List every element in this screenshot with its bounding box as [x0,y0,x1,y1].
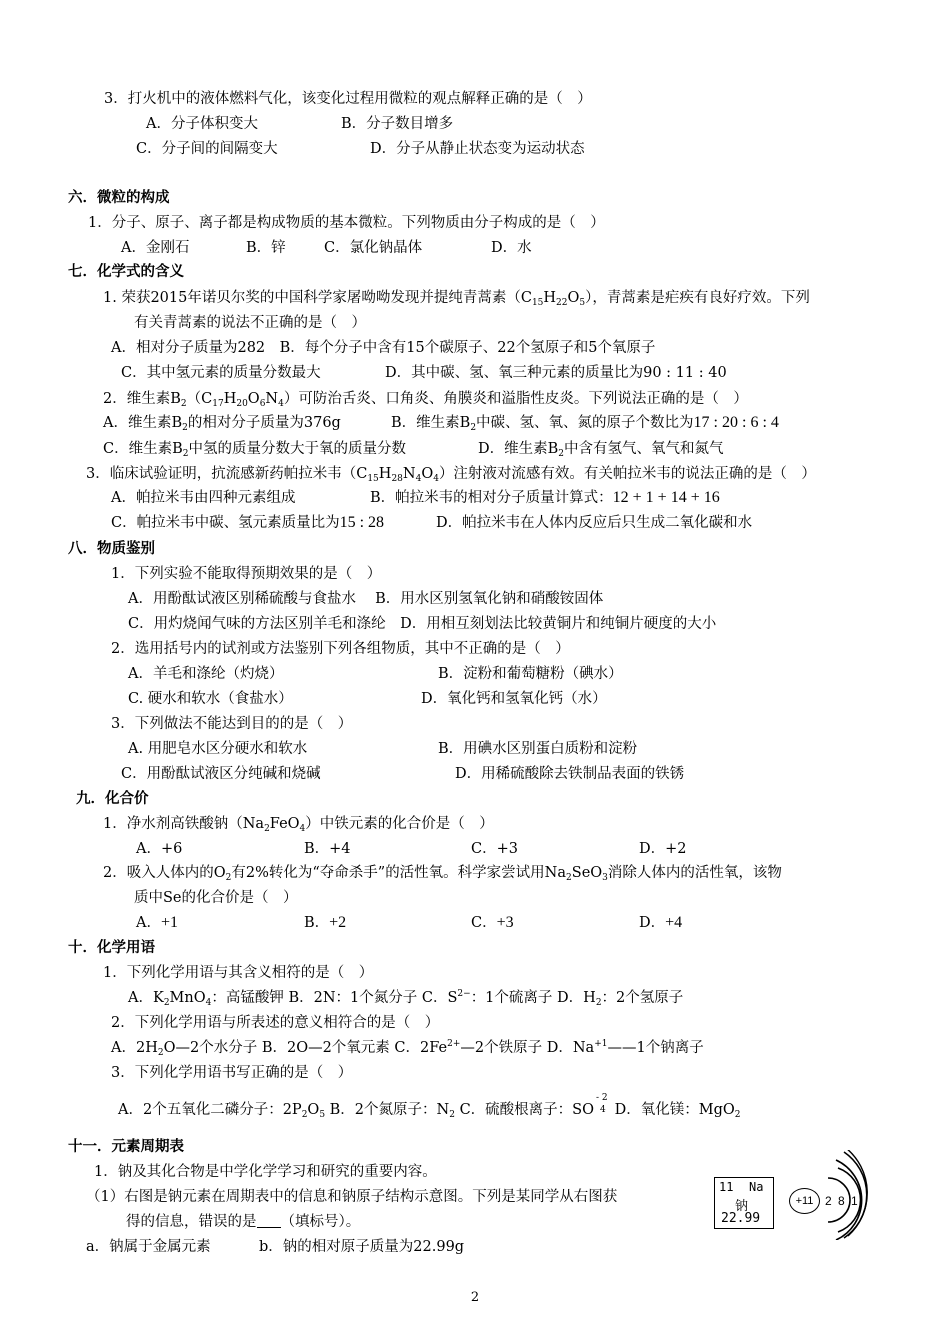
s10-q1-stem: 1．下列化学用语与其含义相符的是（ ） [103,965,374,981]
option-a: A．+6 [136,841,183,857]
answer-blank[interactable] [257,1213,281,1228]
shell-3-count: 1 [851,1194,858,1208]
option-b: B．分子数目增多 [341,116,454,132]
s8-q2-stem: 2．选用括号内的试剂或方法鉴别下列各组物质，其中不正确的是（ ） [111,641,570,657]
option-b: B．帕拉米韦的相对分子质量计算式：12 + 1 + 14 + 16 [370,489,720,506]
option-d: D．帕拉米韦在人体内反应后只生成二氧化碳和水 [436,515,753,531]
option-c: C．用酚酞试液区分纯碱和烧碱 [121,766,321,782]
atomic-mass: 22.99 [721,1211,761,1226]
s10-q1-options: A．$K_2MnO_4$：高锰酸钾 B．2N：1个氮分子 C．$S^{2-}$：1个硫离子 D．$H_2$：2个氢原子 [128,989,684,1008]
option-c: C．维生素$B_2$中氢的质量分数大于氧的质量分数 [103,441,406,459]
option-c: C．+3 [471,914,514,931]
option-c: C．帕拉米韦中碳、氢元素质量比为15 : 28 [111,514,385,531]
s10-q2-options: A．$2H_2O—2$个水分子 B．2O—2个氧元素 C．$2Fe^{2+}—2$个铁原子 D．$Na^{+1}——1$个钠离子 [111,1039,704,1058]
option-b: B．锌 [246,240,286,256]
s10-q2-stem: 2．下列化学用语与所表述的意义相符合的是（ ） [111,1015,440,1031]
options-ab: A．相对分子质量为282 B．每个分子中含有15个碳原子、22个氢原子和5个氧原子 [111,340,656,356]
element-name: 钠 [735,1199,749,1214]
option-b: B．用碘水区别蛋白质粉和淀粉 [438,741,638,757]
option-d: D．分子从静止状态变为运动状态 [370,141,585,157]
element-symbol: Na [749,1180,764,1194]
option-a: A．维生素$B_2$的相对分子质量为376g [103,415,341,433]
s11-q1-part1: （1）右图是钠元素在周期表中的信息和钠原子结构示意图。下列是某同学从右图获 [86,1189,618,1205]
option-a: A．金刚石 [121,240,190,256]
option-d: D．用稀硫酸除去铁制品表面的铁锈 [455,766,685,782]
s9-q1-stem: 1．净水剂高铁酸钠$(Na_2FeO_4)$中铁元素的化合价是（ ） [103,816,494,834]
s7-q3-stem: 3．临床试验证明，抗流感新药帕拉米韦$(C_{15}H_{28}N_4O_4)$注射液对流感有效。有关帕拉米韦的说法正确的是（ ） [86,466,816,484]
option-d: D．其中碳、氢、氧三种元素的质量比为90 : 11 : 40 [385,365,727,381]
option-c: C. 硬水和软水（食盐水） [128,691,293,707]
atom-nucleus: +11 [789,1188,820,1214]
s10-q3-stem: 3．下列化学用语书写正确的是（ ） [111,1065,353,1081]
section-7-title: 七．化学式的含义 [68,263,184,280]
shell-2-count: 8 [838,1194,845,1208]
option-a: A. 用肥皂水区分硬水和软水 [128,741,308,757]
s6-q1-stem: 1．分子、原子、离子都是构成物质的基本微粒。下列物质由分子构成的是（ ） [88,215,605,231]
s7-q2-stem: 2．维生素$B_2(C_{17}H_{20}O_6N_4)$可防治舌炎、口角炎、角膜炎和溢脂性皮炎。下列说法正确的是（ ） [103,391,748,409]
shell-1-count: 2 [825,1194,832,1208]
s10-q3-options: A．2个五氧化二磷分子：$2P_2O_5$ B．2个氮原子：$N_2$ C．硫酸根离子：SO - 2 4 D．氧化镁：MgO$_2$ [118,1093,741,1120]
option-b: B．+2 [304,914,347,931]
s9-q2-stem: 2．吸入人体内的$O_2$有2%转化为“夺命杀手”的活性氧。科学家尝试用$Na_2SeO_3$消除人体内的活性氧，该物 [103,865,782,883]
option-d: D．+4 [639,914,683,931]
option-b: B．淀粉和葡萄糖粉（碘水） [438,666,623,682]
question-3-stem: 3．打火机中的液体燃料气化，该变化过程用微粒的观点解释正确的是（ ） [104,91,592,107]
page-number: 2 [470,1290,480,1305]
option-d: D．水 [491,240,532,256]
s7-q1-stem: 1. 荣获2015年诺贝尔奖的中国科学家屠呦呦发现并提纯青蒿素$(C_{15}H_{22}O_5)$，青蒿素是疟疾有良好疗效。下列 [103,290,810,308]
atomic-number: 11 [719,1180,734,1194]
option-c: C．分子间的间隔变大 [136,141,278,157]
option-a: a．钠属于金属元素 [86,1239,211,1255]
s8-q3-stem: 3．下列做法不能达到目的的是（ ） [111,716,353,732]
section-8-title: 八．物质鉴别 [68,540,155,557]
option-d: D．氧化钙和氢氧化钙（水） [421,691,607,707]
s8-q1-stem: 1．下列实验不能取得预期效果的是（ ） [111,566,382,582]
option-a: A．羊毛和涤纶（灼烧） [128,666,284,682]
s11-q1-stem: 1．钠及其化合物是中学化学学习和研究的重要内容。 [94,1164,437,1180]
option-a: A．分子体积变大 [146,116,258,132]
s11-q1-part1-cont: 得的信息，错误的是 （填标号）。 [126,1214,361,1230]
options-ab: A．用酚酞试液区别稀硫酸与食盐水 B．用水区别氢氧化钠和硝酸铵固体 [128,591,604,607]
option-b: B．维生素$B_2$中碳、氢、氧、氮的原子个数比为17 : 20 : 6 : 4 [391,414,779,433]
option-c: C．+3 [471,841,518,857]
option-b: b．钠的相对原子质量为22.99g [259,1239,465,1255]
option-b: B．+4 [304,841,351,857]
option-c: C．其中氢元素的质量分数最大 [121,365,321,381]
options-cd: C．用灼烧闻气味的方法区别羊毛和涤纶 D．用相互刻划法比较黄铜片和纯铜片硬度的大小 [128,616,717,632]
option-a: A．帕拉米韦由四种元素组成 [111,490,296,506]
option-a: A．+1 [136,914,179,931]
s9-q2-stem-2: 质中Se的化合价是（ ） [134,890,298,906]
option-d: D．维生素$B_2$中含有氢气、氧气和氮气 [478,441,724,459]
option-d: D．+2 [639,841,687,857]
section-10-title: 十．化学用语 [68,939,155,956]
section-9-title: 九．化合价 [76,790,149,807]
periodic-table-cell [714,1177,774,1229]
s7-q1-stem-2: 有关青蒿素的说法不正确的是（ ） [134,315,366,331]
option-c: C．氯化钠晶体 [324,240,423,256]
section-6-title: 六．微粒的构成 [68,189,170,206]
section-11-title: 十一．元素周期表 [68,1138,184,1155]
